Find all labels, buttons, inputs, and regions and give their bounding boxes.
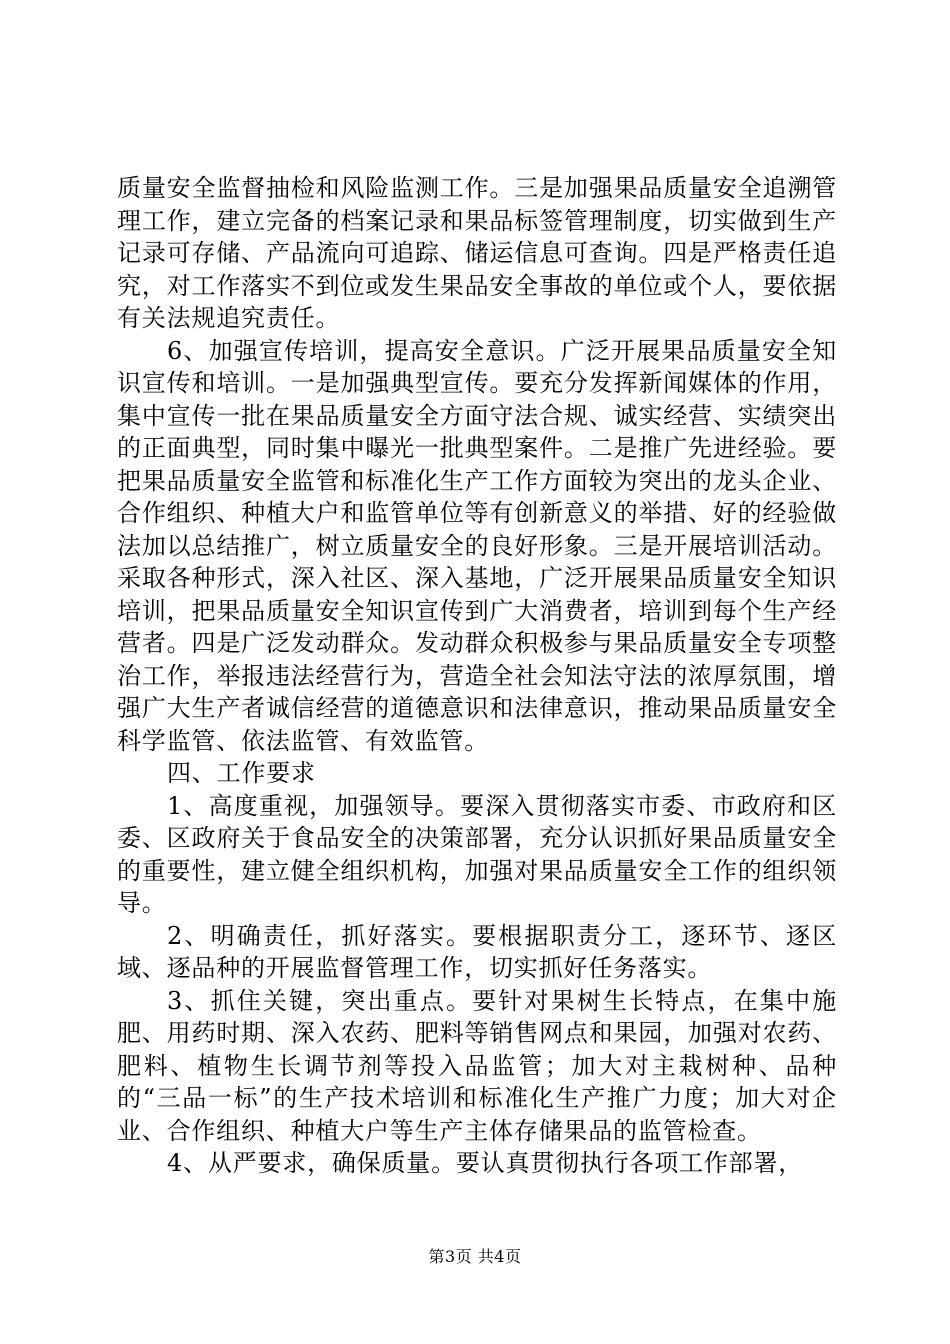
paragraph-requirement-1: 1、高度重视，加强领导。要深入贯彻落实市委、市政府和区委、区政府关于食品安全的决策部署，充分认识抓好果品质量安全的重要性，建立健全组织机构，加强对果品质量安全工作的组织领导。 <box>117 791 837 917</box>
paragraph-requirement-4: 4、从严要求，确保质量。要认真贯彻执行各项工作部署， <box>167 1149 804 1177</box>
document-body <box>117 172 837 1180</box>
paragraph-supervision-continued: 质量安全监督抽检和风险监测工作。三是加强果品质量安全追溯管理工作，建立完备的档案记录和果品标签管理制度，切实做到生产记录可存储、产品流向可追踪、储运信息可查询。四是严格责任追究，对工作落实不到位或发生果品安全事故的单位或个人，要依据有关法规追究责任。 <box>117 174 837 332</box>
paragraph-requirement-3: 3、抓住关键，突出重点。要针对果树生长特点，在集中施肥、用药时期、深入农药、肥料等销售网点和果园，加强对农药、肥料、植物生长调节剂等投入品监管；加大对主栽树种、品种的“三品一标”的生产技术培训和标准化生产推广力度；加大对企业、合作组织、种植大户等生产主体存储果品的监管检查。 <box>117 986 837 1145</box>
page-footer: 第3页 共4页 <box>428 1247 522 1266</box>
paragraph-requirement-2: 2、明确责任，抓好落实。要根据职责分工，逐环节、逐区域、逐品种的开展监督管理工作，切实抓好任务落实。 <box>117 921 837 982</box>
section-heading-work-requirements: 四、工作要求 <box>167 759 316 787</box>
paragraph-publicity-training: 6、加强宣传培训，提高安全意识。广泛开展果品质量安全知识宣传和培训。一是加强典型宣传。要充分发挥新闻媒体的作用，集中宣传一批在果品质量安全方面守法合规、诚实经营、实绩突出的正面典型，同时集中曝光一批典型案件。二是推广先进经验。要把果品质量安全监管和标准化生产工作方面较为突出的龙头企业、合作组织、种植大户和监管单位等有创新意义的举措、好的经验做法加以总结推广，树立质量安全的良好形象。三是开展培训活动。采取各种形式，深入社区、深入基地，广泛开展果品质量安全知识培训，把果品质量安全知识宣传到广大消费者，培训到每个生产经营者。四是广泛发动群众。发动群众积极参与果品质量安全专项整治工作，举报违法经营行为，营造全社会知法守法的浓厚氛围，增强广大生产者诚信经营的道德意识和法律意识，推动果品质量安全科学监管、依法监管、有效监管。 <box>117 336 837 755</box>
